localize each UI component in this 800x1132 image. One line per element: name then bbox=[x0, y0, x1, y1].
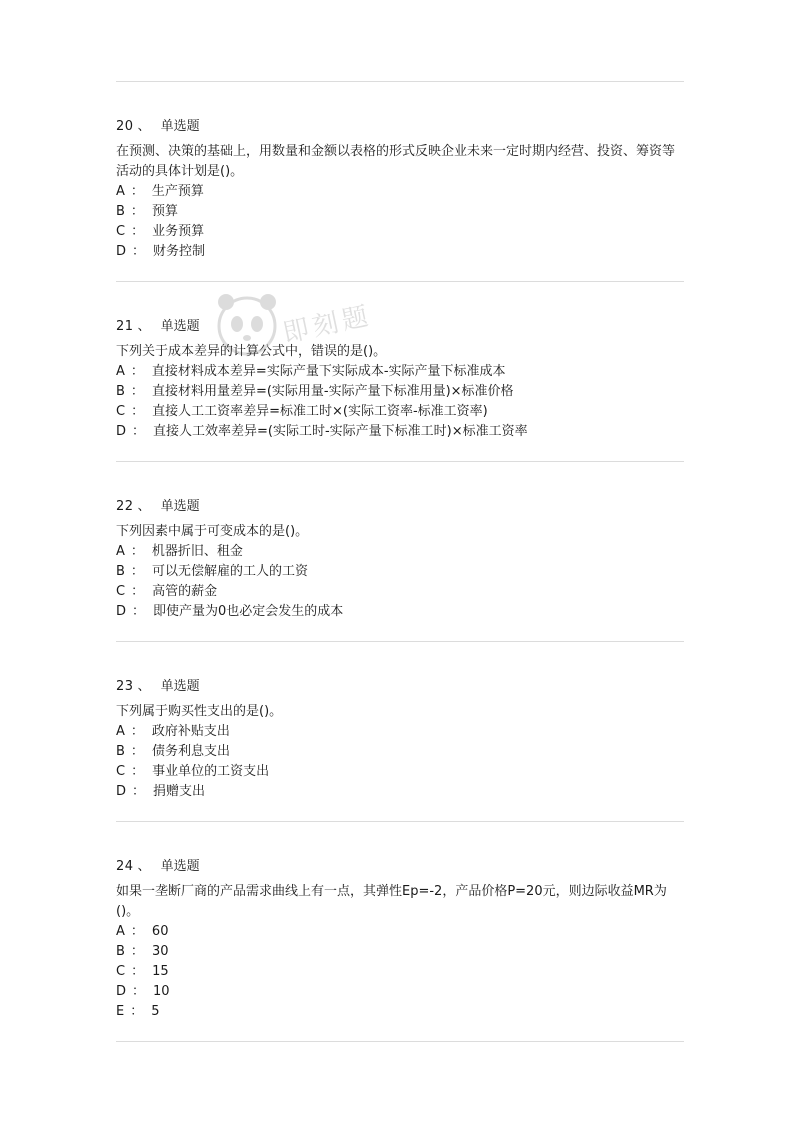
question-header bbox=[116, 497, 686, 517]
question-number: 22 bbox=[116, 499, 134, 514]
option-letter: C bbox=[116, 224, 126, 239]
divider-top bbox=[116, 81, 684, 82]
option-colon: ： bbox=[130, 384, 144, 399]
option-d[interactable] bbox=[116, 602, 686, 622]
question-number: 23 bbox=[116, 679, 134, 694]
option-letter: C bbox=[116, 964, 126, 979]
option-colon: ： bbox=[131, 964, 145, 979]
option-letter: D bbox=[116, 244, 127, 259]
option-b[interactable] bbox=[116, 742, 686, 762]
question-separator: 、 bbox=[137, 319, 151, 334]
option-text: 30 bbox=[151, 944, 169, 959]
divider-q23 bbox=[116, 821, 684, 822]
option-letter: A bbox=[116, 184, 125, 199]
option-colon: ： bbox=[132, 424, 146, 439]
option-text: 直接人工工资率差异=标准工时×(实际工资率-标准工资率) bbox=[152, 404, 488, 419]
option-e[interactable] bbox=[116, 1002, 686, 1022]
option-text: 预算 bbox=[151, 204, 178, 219]
option-text: 5 bbox=[151, 1004, 160, 1019]
option-letter: D bbox=[116, 604, 127, 619]
option-a[interactable] bbox=[116, 722, 686, 742]
option-colon: ： bbox=[132, 244, 146, 259]
question-22 bbox=[116, 497, 686, 622]
question-24 bbox=[116, 857, 686, 1022]
option-colon: ： bbox=[130, 924, 144, 939]
option-text: 10 bbox=[153, 984, 170, 999]
question-separator: 、 bbox=[137, 119, 151, 134]
option-colon: ： bbox=[130, 544, 144, 559]
question-separator: 、 bbox=[137, 859, 151, 874]
question-stem: 如果一垄断厂商的产品需求曲线上有一点，其弹性Ep=-2，产品价格P=20元，则边际收益MR为()。 bbox=[116, 884, 667, 919]
option-letter: D bbox=[116, 424, 127, 439]
option-colon: ： bbox=[130, 184, 144, 199]
option-colon: ： bbox=[130, 744, 144, 759]
option-c[interactable] bbox=[116, 962, 686, 982]
question-type: 单选题 bbox=[160, 499, 200, 514]
option-text: 业务预算 bbox=[152, 224, 205, 239]
option-d[interactable] bbox=[116, 782, 686, 802]
option-c[interactable] bbox=[116, 402, 686, 422]
option-text: 生产预算 bbox=[151, 184, 204, 199]
question-number: 20 bbox=[116, 119, 134, 134]
option-text: 可以无偿解雇的工人的工资 bbox=[151, 564, 308, 579]
option-colon: ： bbox=[130, 204, 144, 219]
question-23 bbox=[116, 677, 686, 802]
question-stem: 下列关于成本差异的计算公式中，错误的是()。 bbox=[116, 344, 387, 359]
option-colon: ： bbox=[131, 404, 145, 419]
option-letter: C bbox=[116, 404, 126, 419]
option-a[interactable] bbox=[116, 362, 686, 382]
option-a[interactable] bbox=[116, 922, 686, 942]
question-type: 单选题 bbox=[160, 679, 200, 694]
question-header bbox=[116, 317, 686, 337]
option-letter: A bbox=[116, 544, 125, 559]
option-text: 事业单位的工资支出 bbox=[152, 764, 270, 779]
divider-q22 bbox=[116, 641, 684, 642]
option-colon: ： bbox=[132, 604, 146, 619]
option-text: 直接材料用量差异=(实际用量-实际产量下标准用量)×标准价格 bbox=[151, 384, 514, 399]
option-letter: B bbox=[116, 204, 125, 219]
option-b[interactable] bbox=[116, 942, 686, 962]
option-c[interactable] bbox=[116, 762, 686, 782]
question-separator: 、 bbox=[137, 679, 151, 694]
question-header bbox=[116, 117, 686, 137]
question-number: 21 bbox=[116, 319, 134, 334]
option-colon: ： bbox=[130, 1004, 144, 1019]
option-d[interactable] bbox=[116, 422, 686, 442]
option-letter: B bbox=[116, 944, 125, 959]
option-text: 15 bbox=[152, 964, 169, 979]
divider-q21 bbox=[116, 461, 684, 462]
option-c[interactable] bbox=[116, 222, 686, 242]
option-colon: ： bbox=[131, 224, 145, 239]
option-letter: D bbox=[116, 784, 127, 799]
question-stem: 在预测、决策的基础上，用数量和金额以表格的形式反映企业未来一定时期内经营、投资、筹资等活动的具体计划是()。 bbox=[116, 144, 676, 179]
option-letter: A bbox=[116, 364, 125, 379]
option-b[interactable] bbox=[116, 202, 686, 222]
option-c[interactable] bbox=[116, 582, 686, 602]
option-letter: B bbox=[116, 384, 125, 399]
question-type: 单选题 bbox=[160, 319, 200, 334]
option-text: 政府补贴支出 bbox=[151, 724, 230, 739]
option-text: 高管的薪金 bbox=[152, 584, 218, 599]
option-a[interactable] bbox=[116, 182, 686, 202]
question-21 bbox=[116, 317, 686, 442]
option-text: 直接人工效率差异=(实际工时-实际产量下标准工时)×标准工资率 bbox=[153, 424, 528, 439]
option-colon: ： bbox=[131, 584, 145, 599]
question-stem: 下列属于购买性支出的是()。 bbox=[116, 704, 283, 719]
question-header bbox=[116, 677, 686, 697]
option-colon: ： bbox=[131, 764, 145, 779]
option-text: 财务控制 bbox=[153, 244, 206, 259]
divider-q24 bbox=[116, 1041, 684, 1042]
option-d[interactable] bbox=[116, 242, 686, 262]
question-separator: 、 bbox=[137, 499, 151, 514]
option-colon: ： bbox=[130, 724, 144, 739]
option-colon: ： bbox=[132, 984, 146, 999]
option-text: 捐赠支出 bbox=[153, 784, 206, 799]
option-letter: A bbox=[116, 724, 125, 739]
watermark-text: 即刻题 bbox=[280, 300, 375, 349]
option-d[interactable] bbox=[116, 982, 686, 1002]
option-b[interactable] bbox=[116, 382, 686, 402]
option-colon: ： bbox=[130, 944, 144, 959]
option-letter: B bbox=[116, 564, 125, 579]
question-type: 单选题 bbox=[160, 119, 200, 134]
question-stem: 下列因素中属于可变成本的是()。 bbox=[116, 524, 309, 539]
option-text: 债务利息支出 bbox=[151, 744, 230, 759]
question-20 bbox=[116, 117, 686, 262]
divider-q20 bbox=[116, 281, 684, 282]
question-type: 单选题 bbox=[160, 859, 200, 874]
option-letter: A bbox=[116, 924, 125, 939]
option-letter: D bbox=[116, 984, 127, 999]
option-colon: ： bbox=[130, 364, 144, 379]
option-letter: C bbox=[116, 764, 126, 779]
option-text: 机器折旧、租金 bbox=[151, 544, 243, 559]
option-text: 60 bbox=[151, 924, 169, 939]
question-number: 24 bbox=[116, 859, 134, 874]
option-colon: ： bbox=[132, 784, 146, 799]
question-header bbox=[116, 857, 686, 877]
option-letter: E bbox=[116, 1004, 125, 1019]
option-letter: B bbox=[116, 744, 125, 759]
option-text: 即使产量为0也必定会发生的成本 bbox=[153, 604, 344, 619]
option-colon: ： bbox=[130, 564, 144, 579]
option-a[interactable] bbox=[116, 542, 686, 562]
option-text: 直接材料成本差异=实际产量下实际成本-实际产量下标准成本 bbox=[151, 364, 506, 379]
option-b[interactable] bbox=[116, 562, 686, 582]
option-letter: C bbox=[116, 584, 126, 599]
